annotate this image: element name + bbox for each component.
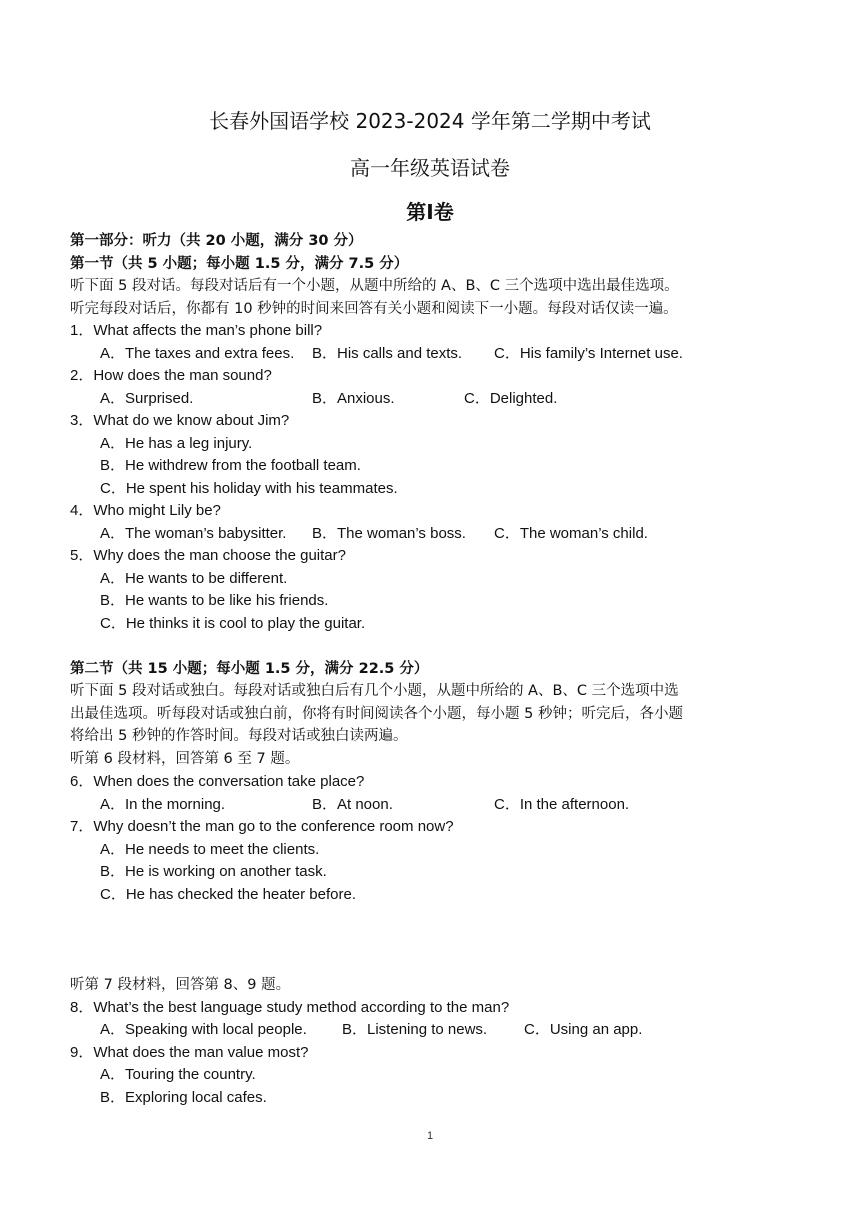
question-7-option-b: B．He is working on another task. [100,863,327,880]
question-1: 1．What affects the man’s phone bill? [70,322,323,339]
section2-instructions-line2: 出最佳选项。听每段对话或独白前，你将有时间阅读各个小题，每小题 5 秒钟；听完后，各小题 [70,706,683,722]
page-number: 1 [426,1130,434,1142]
section2-instructions-line1: 听下面 5 段对话或独白。每段对话或独白后有几个小题，从题中所给的 A、B、C 三个选项中选 [70,683,679,699]
question-7: 7．Why doesn’t the man go to the conference room now? [70,818,454,835]
question-4: 4．Who might Lily be? [70,502,221,519]
question-8: 8．What’s the best language study method according to the man? [70,999,510,1016]
question-6-option-c: C．In the afternoon. [494,796,630,813]
question-1-option-b: B．His calls and texts. [312,345,463,362]
question-3-option-b: B．He withdrew from the football team. [100,457,361,474]
question-8-option-b: B．Listening to news. [342,1021,488,1038]
question-9: 9．What does the man value most? [70,1044,309,1061]
question-5-option-c: C．He thinks it is cool to play the guitar. [100,615,366,632]
question-2: 2．How does the man sound? [70,367,272,384]
question-5-option-a: A．He wants to be different. [100,570,288,587]
question-3-option-c: C．He spent his holiday with his teammates. [100,480,398,497]
question-1-option-c: C．His family’s Internet use. [494,345,683,362]
exam-title: 长春外国语学校 2023-2024 学年第二学期中考试 [209,109,651,133]
question-1-option-a: A．The taxes and extra fees. [100,345,295,362]
question-7-option-a: A．He needs to meet the clients. [100,841,320,858]
material-6-instruction: 听第 6 段材料，回答第 6 至 7 题。 [70,751,300,767]
material-7-instruction: 听第 7 段材料，回答第 8、9 题。 [70,977,291,993]
question-8-option-a: A．Speaking with local people. [100,1021,307,1038]
question-6: 6．When does the conversation take place? [70,773,365,790]
question-4-option-b: B．The woman’s boss. [312,525,466,542]
section1-heading: 第一节（共 5 小题；每小题 1.5 分，满分 7.5 分） [70,256,409,272]
question-3-option-a: A．He has a leg injury. [100,435,253,452]
question-5-option-b: B．He wants to be like his friends. [100,592,329,609]
question-2-option-a: A．Surprised. [100,390,194,407]
question-9-option-b: B．Exploring local cafes. [100,1089,267,1106]
section2-heading: 第二节（共 15 小题；每小题 1.5 分，满分 22.5 分） [70,661,429,677]
section1-instructions-line1: 听下面 5 段对话。每段对话后有一个小题，从题中所给的 A、B、C 三个选项中选出最佳选项。 [70,278,679,294]
section2-instructions-line3: 将给出 5 秒钟的作答时间。每段对话或独白读两遍。 [70,728,408,744]
question-2-option-c: C．Delighted. [464,390,558,407]
question-4-option-a: A．The woman’s babysitter. [100,525,287,542]
volume-label: 第Ⅰ卷 [406,200,454,224]
question-5: 5．Why does the man choose the guitar? [70,547,346,564]
question-3: 3．What do we know about Jim? [70,412,290,429]
question-2-option-b: B．Anxious. [312,390,395,407]
question-4-option-c: C．The woman’s child. [494,525,648,542]
exam-subtitle: 高一年级英语试卷 [350,156,510,180]
question-6-option-a: A．In the morning. [100,796,226,813]
question-7-option-c: C．He has checked the heater before. [100,886,356,903]
question-9-option-a: A．Touring the country. [100,1066,256,1083]
part1-heading: 第一部分：听力（共 20 小题，满分 30 分） [70,233,363,249]
section1-instructions-line2: 听完每段对话后，你都有 10 秒钟的时间来回答有关小题和阅读下一小题。每段对话仅读一遍。 [70,301,678,317]
question-6-option-b: B．At noon. [312,796,393,813]
question-8-option-c: C．Using an app. [524,1021,643,1038]
